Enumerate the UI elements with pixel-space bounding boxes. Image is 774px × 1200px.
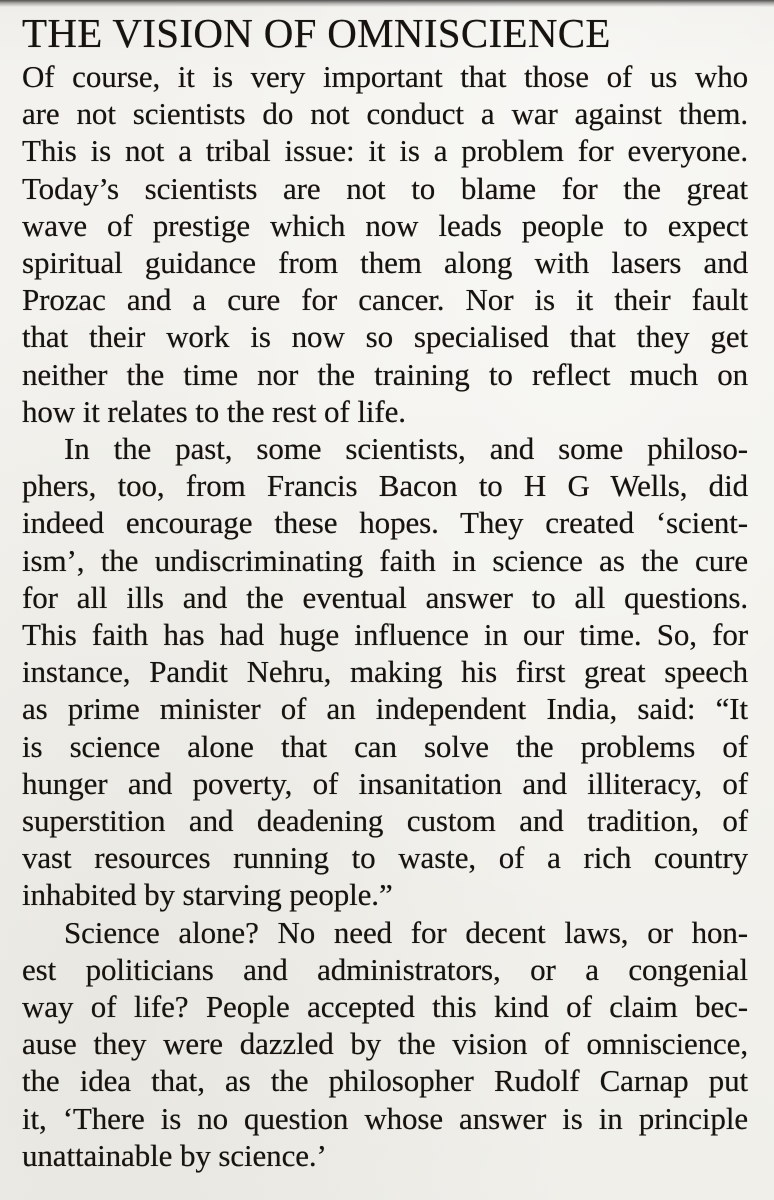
text-line: est politicians and administrators, or a congenial [22, 951, 748, 987]
text-line: way of life? People accepted this kind of claim bec- [22, 989, 748, 1025]
text-line: indeed encourage these hopes. They created ‘scient- [22, 505, 748, 541]
text-line: In the past, some scientists, and some philoso- [64, 431, 748, 467]
text-line: how it relates to the rest of life. [22, 393, 406, 429]
text-line: neither the time nor the training to reflect much on [22, 356, 748, 392]
text-line: wave of prestige which now leads people to expect [22, 207, 748, 243]
text-line: spiritual guidance from them along with lasers and [22, 245, 748, 281]
paragraph-1 [22, 58, 748, 430]
article-title: THE VISION OF OMNISCIENCE [22, 10, 611, 56]
text-line: is science alone that can solve the problems of [22, 728, 748, 764]
text-line: vast resources running to waste, of a rich country [22, 840, 748, 876]
text-line: the idea that, as the philosopher Rudolf Carnap put [22, 1063, 748, 1099]
paragraph-3 [22, 914, 748, 1174]
text-line: instance, Pandit Nehru, making his first great speech [22, 654, 748, 690]
text-line: that their work is now so specialised that they get [22, 319, 748, 355]
text-line: it, ‘There is no question whose answer is in principle [22, 1100, 748, 1136]
text-line: hunger and poverty, of insanitation and illiteracy, of [22, 765, 748, 801]
text-line: This is not a tribal issue: it is a problem for everyone. [22, 133, 748, 169]
text-line: as prime minister of an independent India, said: “It [22, 691, 748, 727]
text-line: ause they were dazzled by the vision of omniscience, [22, 1026, 748, 1062]
text-line: Today’s scientists are not to blame for the great [22, 170, 748, 206]
text-line: inhabited by starving people.” [22, 877, 393, 913]
text-line: for all ills and the eventual answer to all questions. [22, 579, 748, 615]
paragraph-2 [22, 430, 748, 914]
text-line: ism’, the undiscriminating faith in science as the cure [22, 542, 748, 578]
scan-edge-artifact [0, 0, 774, 7]
text-line: are not scientists do not conduct a war against them. [22, 96, 748, 132]
text-line: unattainable by science.’ [22, 1137, 327, 1173]
text-line: Science alone? No need for decent laws, or hon- [64, 914, 748, 950]
text-line: Prozac and a cure for cancer. Nor is it their fault [22, 282, 748, 318]
text-line: This faith has had huge influence in our time. So, for [22, 617, 748, 653]
text-line: Of course, it is very important that those of us who [22, 59, 748, 94]
article [22, 9, 748, 1174]
text-line: superstition and deadening custom and tradition, of [22, 803, 748, 839]
text-line: phers, too, from Francis Bacon to H G Wells, did [22, 468, 748, 504]
